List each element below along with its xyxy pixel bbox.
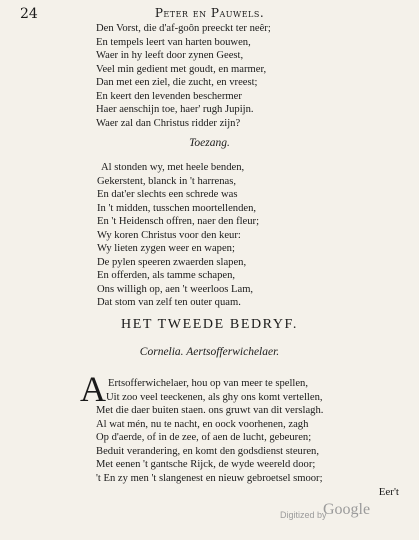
verse-line: Haer aenschijn toe, haer' rugh Jupijn. bbox=[96, 104, 254, 115]
verse-line: Op d'aerde, of in de zee, of aen de lucht, gebeuren; bbox=[96, 432, 312, 443]
verse-line: Ons willigh op, aen 't weerloos Lam, bbox=[97, 283, 254, 295]
verse-line: Al stonden wy, met heele benden, bbox=[101, 162, 245, 173]
verse-line: Ertsofferwichelaer, hou op van meer te spellen, bbox=[108, 378, 308, 389]
verse-line: Den Vorst, die d'af-goôn preeckt ter neêr; bbox=[96, 23, 271, 34]
verse-line: En tempels leert van harten bouwen, bbox=[96, 36, 251, 48]
verse-line: Waer zal dan Christus ridder zijn? bbox=[96, 117, 241, 129]
verse-line: Wy lieten zygen weer en wapen; bbox=[97, 243, 235, 254]
verse-line: 't En zy men 't slangenest en nieuw gebroetsel smoor; bbox=[96, 472, 323, 484]
digitized-by-label: Digitized by bbox=[280, 510, 327, 520]
toezang-heading: Toezang. bbox=[189, 137, 230, 149]
verse-line: Met eenen 't gantsche Rijck, de wyde weereld door; bbox=[96, 459, 316, 470]
act-heading: HET TWEEDE BEDRYF. bbox=[121, 317, 298, 332]
verse-stanza-2 bbox=[97, 161, 259, 310]
verse-line: Met die daer buiten staen. ons gruwt van dit verslagh. bbox=[96, 405, 324, 416]
speaker-line: Cornelia. Aertsofferwichelaer. bbox=[139, 346, 280, 358]
verse-line: Waer in hy leeft door zynen Geest, bbox=[96, 50, 244, 61]
verse-line: Uit zoo veel teeckenen, als ghy ons komt vertellen, bbox=[106, 391, 323, 403]
catchword: Eer't bbox=[378, 486, 399, 498]
verse-line: In 't midden, tusschen moortellenden, bbox=[97, 202, 257, 214]
verse-line: En offerden, als tamme schapen, bbox=[97, 270, 236, 281]
verse-stanza-3 bbox=[96, 377, 323, 485]
verse-line: Dat stom van zelf ten outer quam. bbox=[97, 297, 241, 308]
verse-line: De pylen speeren zwaerden slapen, bbox=[97, 256, 247, 268]
verse-line: Gekerstent, blanck in 't harrenas, bbox=[97, 175, 236, 187]
drop-cap: A bbox=[80, 369, 106, 409]
verse-line: Al wat mén, nu te nacht, en oock voorhenen, zagh bbox=[96, 418, 309, 430]
verse-line: En keert den levenden beschermer bbox=[96, 90, 242, 102]
google-watermark: Google bbox=[323, 501, 371, 518]
running-title: Peter en Pauwels. bbox=[154, 6, 265, 20]
verse-line: Dan met een ziel, die zucht, en vreest; bbox=[96, 77, 258, 88]
verse-line: Beduit verandering, en komt den godsdienst steuren, bbox=[96, 445, 320, 457]
verse-stanza-1 bbox=[96, 22, 271, 130]
verse-line: En dat'er slechts een schrede was bbox=[97, 189, 238, 200]
verse-line: Veel min gedient met goudt, en marmer, bbox=[96, 63, 267, 75]
page-number: 24 bbox=[20, 6, 38, 22]
verse-line: Wy koren Christus voor den keur: bbox=[97, 229, 241, 241]
verse-line: En 't Heidensch offren, naer den fleur; bbox=[97, 216, 260, 227]
